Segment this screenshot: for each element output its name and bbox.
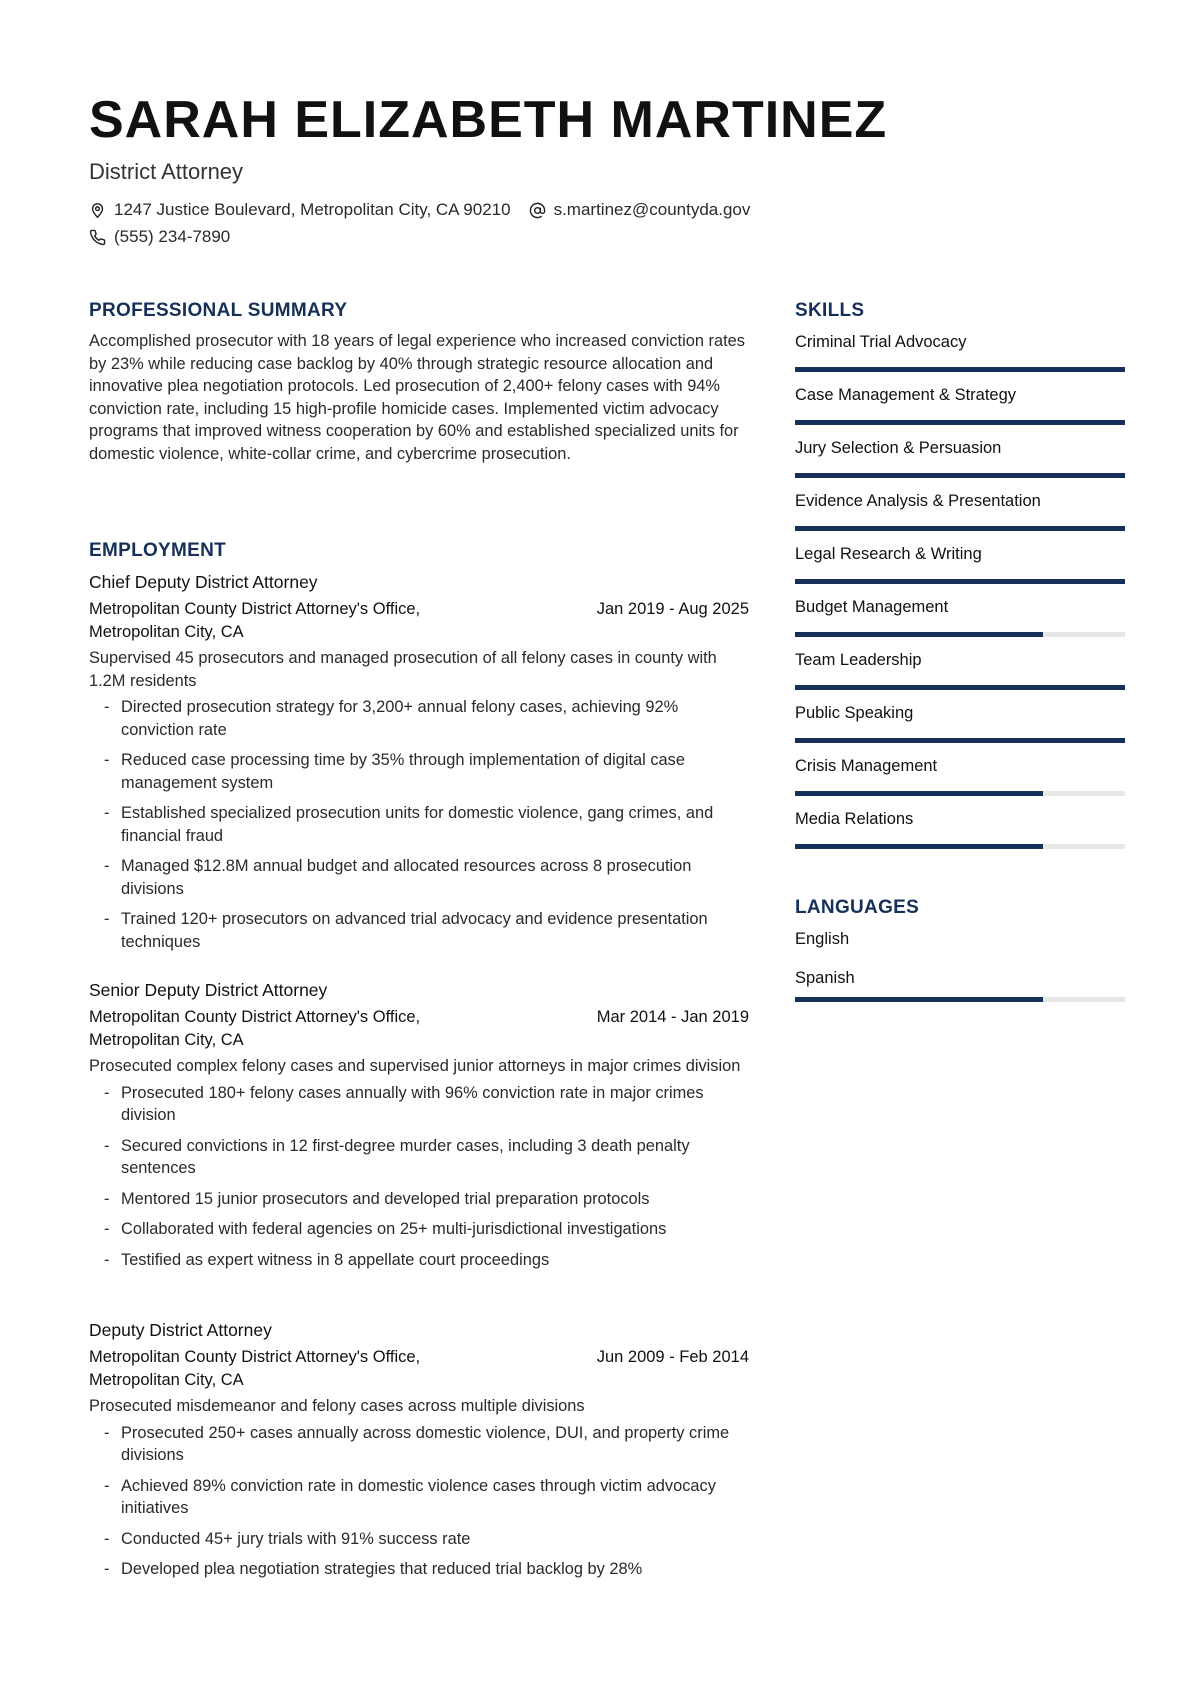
skill-name: Public Speaking [795,704,914,722]
skill-item [795,543,1125,584]
job-employer-row [89,598,749,643]
skill-level-bar [795,632,1125,637]
skill-level-fill [795,685,1125,690]
skill-name: Budget Management [795,598,949,616]
job-bullet: - Managed $12.8M annual budget and allocated resources across 8 prosecution divisions [89,855,749,900]
job-entry [89,978,749,1279]
candidate-title: District Attorney [89,159,244,184]
skill-name: Evidence Analysis & Presentation [795,492,1041,510]
language-item [795,967,1125,1002]
skill-level-bar [795,420,1125,425]
skill-item [795,702,1125,743]
skill-item [795,331,1125,372]
job-title: Chief Deputy District Attorney [89,572,318,592]
language-level-fill [795,997,1043,1002]
summary-text: Accomplished prosecutor with 18 years of legal experience who increased conviction rates by 23% while reducing case backlog by 40% through strategic resource allocation and innovative plea negotiation protocols. Led prosecution of 2,400+ felony cases with 94% conviction rate, including 15 high-profile homicide cases. Implemented victim advocacy programs that improved witness cooperation by 60% and established specialized units for domestic violence, white-collar crime, and cybercrime prosecution. [89,332,745,463]
job-entry [89,570,749,961]
language-item [795,928,1125,950]
skill-level-bar [795,844,1125,849]
summary-heading: PROFESSIONAL SUMMARY [89,300,348,321]
contact-address: 1247 Justice Boulevard, Metropolitan City, CA 90210 [114,200,511,219]
skill-name: Criminal Trial Advocacy [795,333,967,351]
job-bullets [89,1082,749,1272]
at-sign-icon [529,202,546,219]
job-bullet: - Prosecuted 180+ felony cases annually with 96% conviction rate in major crimes division [89,1082,749,1127]
skill-level-fill [795,526,1125,531]
skill-level-bar [795,685,1125,690]
job-bullet: - Directed prosecution strategy for 3,200+ annual felony cases, achieving 92% conviction rate [89,696,749,741]
skill-level-bar [795,526,1125,531]
contact-line-2 [89,226,230,248]
job-bullet: - Achieved 89% conviction rate in domestic violence cases through victim advocacy initiatives [89,1475,749,1520]
contact-phone[interactable]: (555) 234-7890 [114,227,231,246]
job-dates: Mar 2014 - Jan 2019 [596,1008,749,1026]
job-bullet: - Secured convictions in 12 first-degree murder cases, including 3 death penalty sentences [89,1135,749,1180]
skill-level-fill [795,420,1125,425]
skill-level-fill [795,367,1125,372]
skill-item [795,808,1125,849]
job-bullet: - Collaborated with federal agencies on 25+ multi-jurisdictional investigations [89,1218,749,1241]
job-dates: Jun 2009 - Feb 2014 [596,1348,749,1366]
skill-level-bar [795,579,1125,584]
job-employer-row [89,1346,749,1391]
skill-name: Legal Research & Writing [795,545,982,563]
job-bullet: - Reduced case processing time by 35% through implementation of digital case management system [89,749,749,794]
skill-item [795,490,1125,531]
phone-icon [89,229,106,246]
job-employer: Metropolitan County District Attorney's Office, Metropolitan City, CA [89,1008,421,1049]
skill-name: Crisis Management [795,757,938,775]
skill-name: Media Relations [795,810,914,828]
skill-item [795,649,1125,690]
skill-item [795,437,1125,478]
job-bullets [89,696,749,953]
skill-level-bar [795,791,1125,796]
job-description: Prosecuted misdemeanor and felony cases across multiple divisions [89,1397,585,1415]
skill-name: Team Leadership [795,651,922,669]
job-description: Supervised 45 prosecutors and managed prosecution of all felony cases in county with 1.2M residents [89,649,717,690]
map-pin-icon [89,202,106,219]
job-bullet: - Prosecuted 250+ cases annually across domestic violence, DUI, and property crime divisions [89,1422,749,1467]
job-title: Deputy District Attorney [89,1320,272,1340]
job-bullets [89,1422,749,1581]
skill-level-fill [795,791,1043,796]
job-bullet: - Conducted 45+ jury trials with 91% success rate [89,1528,749,1551]
skill-level-fill [795,844,1043,849]
job-entry [89,1318,749,1589]
job-dates: Jan 2019 - Aug 2025 [596,600,749,618]
skill-level-bar [795,473,1125,478]
job-employer: Metropolitan County District Attorney's Office, Metropolitan City, CA [89,1348,421,1389]
job-bullet: - Developed plea negotiation strategies that reduced trial backlog by 28% [89,1558,749,1581]
job-bullet: - Established specialized prosecution units for domestic violence, gang crimes, and financial fraud [89,802,749,847]
skill-level-fill [795,632,1043,637]
job-bullet: - Mentored 15 junior prosecutors and developed trial preparation protocols [89,1188,749,1211]
language-name: Spanish [795,969,855,987]
skill-level-fill [795,473,1125,478]
languages-heading: LANGUAGES [795,897,920,918]
skill-level-fill [795,579,1125,584]
language-name: English [795,930,850,948]
skill-level-bar [795,738,1125,743]
skill-item [795,596,1125,637]
skill-item [795,384,1125,425]
job-bullet: - Trained 120+ prosecutors on advanced trial advocacy and evidence presentation techniques [89,908,749,953]
job-employer: Metropolitan County District Attorney's Office, Metropolitan City, CA [89,600,421,641]
candidate-name: SARAH ELIZABETH MARTINEZ [89,91,888,149]
job-employer-row [89,1006,749,1051]
skill-name: Case Management & Strategy [795,386,1017,404]
language-level-bar [795,997,1125,1002]
skill-level-fill [795,738,1125,743]
job-bullet: - Testified as expert witness in 8 appellate court proceedings [89,1249,749,1272]
contact-line-1 [89,199,750,221]
contact-email[interactable]: s.martinez@countyda.gov [553,200,751,219]
skills-heading: SKILLS [795,300,865,321]
skill-name: Jury Selection & Persuasion [795,439,1002,457]
job-description: Prosecuted complex felony cases and supervised junior attorneys in major crimes division [89,1057,741,1075]
employment-heading: EMPLOYMENT [89,540,227,561]
skill-item [795,755,1125,796]
job-title: Senior Deputy District Attorney [89,980,328,1000]
skill-level-bar [795,367,1125,372]
